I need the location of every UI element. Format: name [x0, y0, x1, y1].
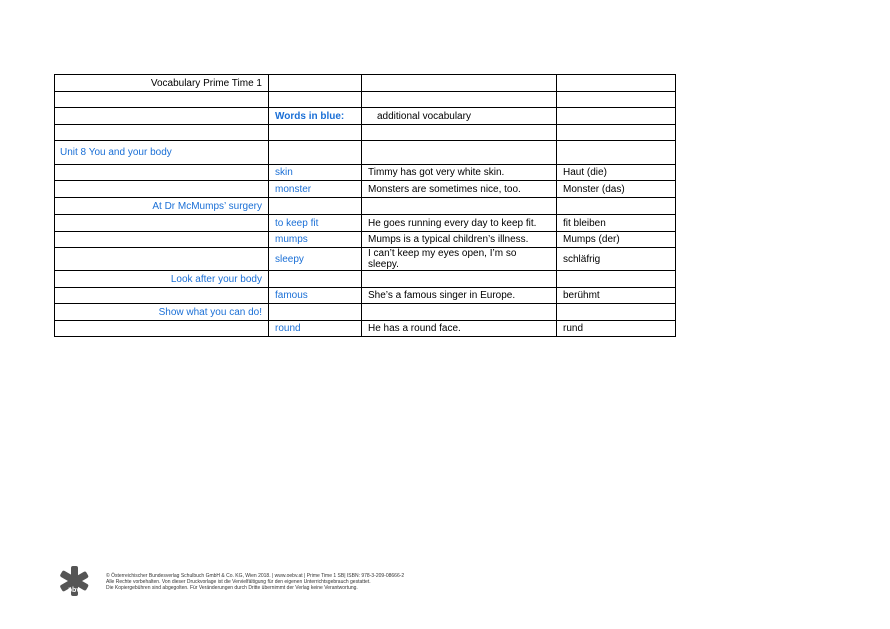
vocab-example: Timmy has got very white skin.: [362, 165, 557, 181]
table-row: [55, 141, 676, 165]
vocab-word: skin: [269, 165, 362, 181]
legend-label: Words in blue:: [269, 108, 362, 125]
section-heading: Look after your body: [55, 271, 269, 288]
vocab-example: He has a round face.: [362, 321, 557, 337]
vocab-translation: Haut (die): [557, 165, 676, 181]
vocab-row: [55, 181, 676, 198]
unit-title: Unit 8 You and your body: [55, 141, 269, 165]
table-row: [55, 75, 676, 92]
vocab-example: He goes running every day to keep fit.: [362, 215, 557, 232]
footer: [58, 565, 458, 599]
vocab-word: famous: [269, 288, 362, 304]
table-row: [55, 92, 676, 108]
vocab-row: [55, 165, 676, 181]
copyright-line-1: © Österreichischer Bundesverlag Schulbuch GmbH & Co. KG, Wien 2018. | www.oebv.at | Prime Time 1 SB| ISBN: 978-3-209-08666-2: [106, 573, 405, 579]
copyright-text: [106, 573, 404, 591]
vocab-translation: rund: [557, 321, 676, 337]
legend-text: additional vocabulary: [362, 108, 557, 125]
vocab-translation: fit bleiben: [557, 215, 676, 232]
section-row: [55, 271, 676, 288]
vocab-translation: Mumps (der): [557, 232, 676, 248]
vocab-word: round: [269, 321, 362, 337]
vocab-translation: schläfrig: [557, 248, 676, 271]
vocab-word: monster: [269, 181, 362, 198]
vocab-example: Monsters are sometimes nice, too.: [362, 181, 557, 198]
section-heading: Show what you can do!: [55, 304, 269, 321]
vocab-word: mumps: [269, 232, 362, 248]
vocab-word: to keep fit: [269, 215, 362, 232]
table-row: [55, 125, 676, 141]
vocab-example: Mumps is a typical children’s illness.: [362, 232, 557, 248]
page-title: Vocabulary Prime Time 1: [55, 75, 269, 92]
copyright-line-3: Die Kopiergebühren sind abgegolten. Für Veränderungen durch Dritte übernimmt der Verlag keine Verantwortung.: [106, 585, 358, 591]
vocab-example: She’s a famous singer in Europe.: [362, 288, 557, 304]
section-row: [55, 304, 676, 321]
copyright-line-2: Alle Rechte vorbehalten. Von dieser Druckvorlage ist die Vervielfältigung für den eigenen Unterrichtsgebrauch gestattet.: [106, 579, 371, 585]
vocab-translation: Monster (das): [557, 181, 676, 198]
oebv-logo-icon: [58, 565, 90, 597]
table-row: [55, 108, 676, 125]
vocab-row: [55, 248, 676, 271]
logo-text: öbv: [67, 587, 81, 594]
vocab-translation: berühmt: [557, 288, 676, 304]
section-row: [55, 198, 676, 215]
vocabulary-table: [54, 74, 676, 337]
vocab-example: I can’t keep my eyes open, I’m so sleepy.: [362, 248, 557, 271]
vocab-row: [55, 232, 676, 248]
section-heading: At Dr McMumps’ surgery: [55, 198, 269, 215]
vocab-word: sleepy: [269, 248, 362, 271]
vocab-row: [55, 288, 676, 304]
vocab-row: [55, 215, 676, 232]
vocab-row: [55, 321, 676, 337]
